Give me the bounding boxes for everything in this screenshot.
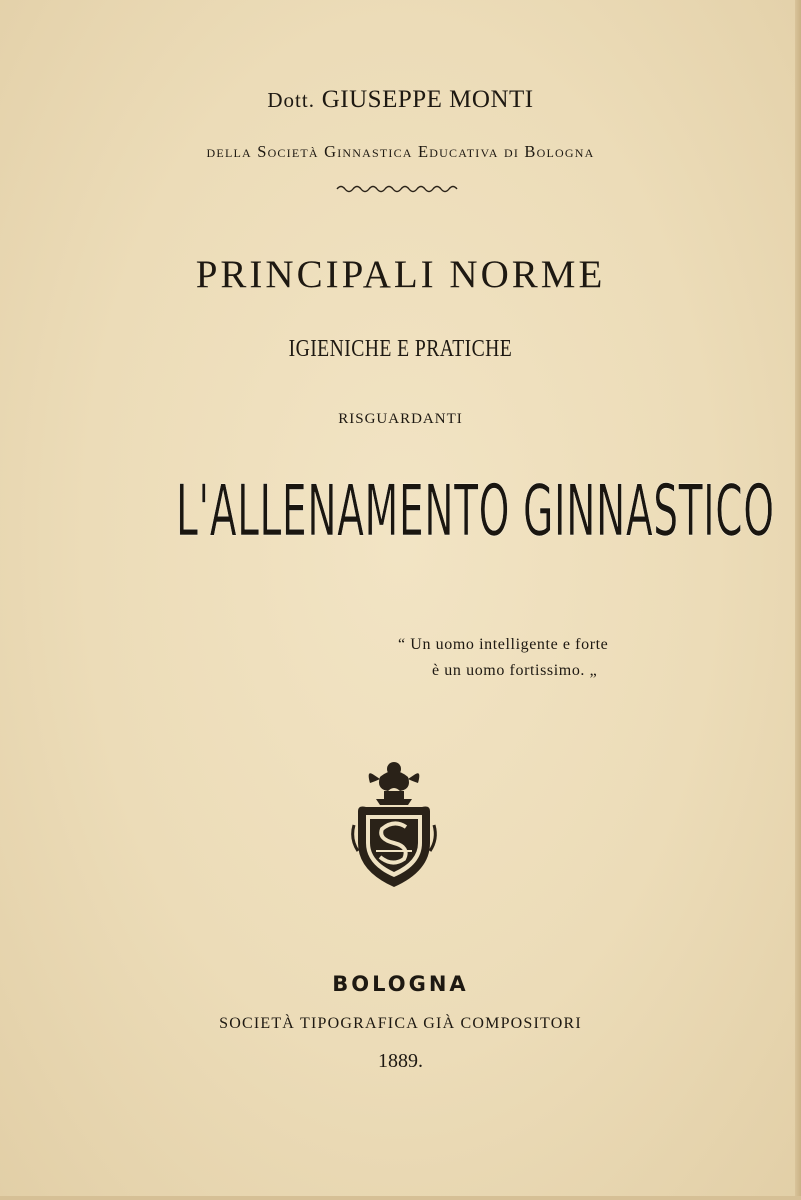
author-title: Dott. (267, 88, 315, 112)
epigraph-line-2: è un uomo fortissimo. „ (432, 662, 598, 679)
author-line (0, 86, 801, 114)
title-line-3: RISGUARDANTI (338, 411, 463, 427)
author-affiliation: della Società Ginnastica Educativa di Bologna (206, 142, 595, 161)
wavy-rule-ornament (335, 183, 459, 195)
author-name: GIUSEPPE MONTI (321, 86, 534, 113)
page-edge-bottom (0, 1196, 801, 1200)
publisher-city: BOLOGNA (332, 972, 469, 996)
publisher-printer: SOCIETÀ TIPOGRAFICA GIÀ COMPOSITORI (219, 1015, 582, 1032)
title-line-2: IGIENICHE E PRATICHE (288, 336, 513, 362)
title-line-1: PRINCIPALI NORME (195, 253, 606, 296)
publisher-emblem-icon (350, 755, 440, 890)
epigraph-line-1: “ Un uomo intelligente e forte (398, 636, 609, 653)
publication-year: 1889. (378, 1050, 423, 1072)
main-title: L'ALLENAMENTO GINNASTICO (176, 470, 775, 552)
